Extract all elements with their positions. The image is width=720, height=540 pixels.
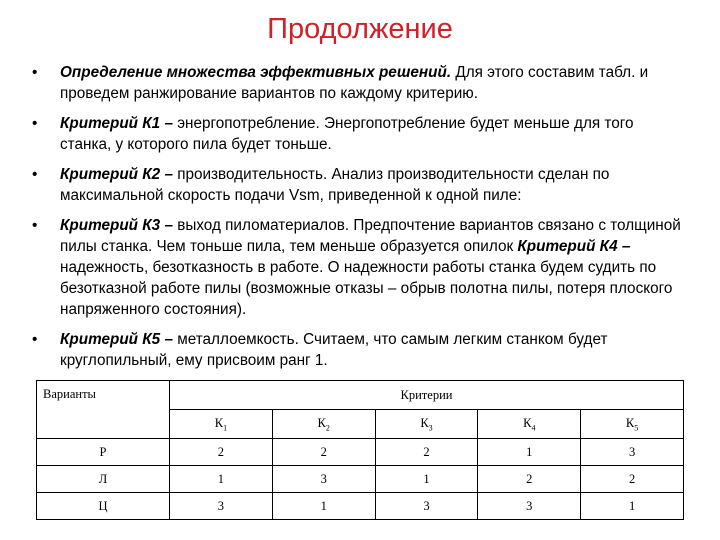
bullet-bold-text: Критерий К1 –	[60, 115, 173, 132]
rank-cell: 2	[170, 439, 273, 466]
rank-cell: 2	[272, 439, 375, 466]
criterion-index: 3	[428, 423, 433, 433]
variant-cell: Р	[37, 439, 170, 466]
bullet-bold-text: Критерий К2 –	[60, 166, 173, 183]
rank-cell: 1	[478, 439, 581, 466]
bullet-bold-text: Критерий К3 –	[60, 217, 173, 234]
criterion-index: 1	[223, 423, 228, 433]
variant-cell: Ц	[37, 493, 170, 520]
bullet-bold-text: Определение множества эффективных решений.	[60, 64, 452, 81]
criterion-index: 2	[325, 423, 330, 433]
variant-cell: Л	[37, 466, 170, 493]
slide-title: Продолжение	[267, 13, 453, 45]
table-header-row	[37, 381, 684, 410]
bullet-item-k1	[32, 113, 682, 155]
criterion-letter: К	[214, 415, 224, 430]
criterion-letter: К	[625, 415, 635, 430]
rank-cell: 2	[478, 466, 581, 493]
bullet-dot: •	[32, 64, 38, 81]
rank-cell: 3	[170, 493, 273, 520]
criterion-header	[478, 410, 581, 439]
bullet-text: металлоемкость. Считаем, что самым легким станком будет круглопильный, ему присвоим ранг 1.	[60, 331, 608, 369]
bullet-text: Для этого составим табл. и проведем ранжирование вариантов по каждому критерию.	[60, 64, 649, 102]
bullet-item-k3-k4	[32, 215, 682, 320]
criterion-index: 4	[531, 423, 536, 433]
bullet-text: надежность, безотказность в работе. О надежности работы станка будем судить по безотказной работе пилы (возможные отказы – обрыв полотна пилы, потеря плоского напряженного состояния).	[60, 259, 673, 318]
criterion-header	[581, 410, 684, 439]
bullet-dot: •	[32, 331, 38, 348]
variants-header: Варианты	[37, 381, 170, 439]
bullet-bold-text: Критерий К4 –	[517, 238, 631, 255]
bullet-item-k5	[32, 329, 682, 371]
rank-cell: 3	[375, 493, 478, 520]
bullet-item-k2	[32, 164, 682, 206]
table-row	[37, 466, 684, 493]
rank-cell: 1	[581, 493, 684, 520]
criteria-header: Критерии	[170, 381, 684, 410]
criterion-header	[170, 410, 273, 439]
criterion-index: 5	[634, 423, 639, 433]
table-row	[37, 439, 684, 466]
table-row	[37, 493, 684, 520]
criterion-letter: К	[420, 415, 429, 430]
criteria-table	[36, 380, 684, 520]
bullet-dot: •	[32, 217, 38, 234]
bullet-list	[32, 62, 682, 380]
rank-cell: 1	[375, 466, 478, 493]
rank-cell: 3	[272, 466, 375, 493]
bullet-bold-text: Критерий К5 –	[60, 331, 173, 348]
criterion-letter: К	[317, 415, 326, 430]
rank-cell: 3	[581, 439, 684, 466]
rank-cell: 3	[478, 493, 581, 520]
criterion-header	[272, 410, 375, 439]
bullet-text: энергопотребление. Энергопотребление будет меньше для того станка, у которого пила будет тоньше.	[60, 115, 634, 153]
rank-cell: 2	[375, 439, 478, 466]
criterion-letter: К	[523, 415, 532, 430]
bullet-text: производительность. Анализ производительности сделан по максимальной скорость подачи Vsm, приведенной к одной пиле:	[60, 166, 610, 204]
bullet-dot: •	[32, 166, 38, 183]
rank-cell: 2	[581, 466, 684, 493]
rank-cell: 1	[170, 466, 273, 493]
bullet-text: выход пиломатериалов. Предпочтение вариантов связано с толщиной пилы станка. Чем тоньше пила, тем меньше образуется опилок	[60, 217, 681, 255]
criterion-header	[375, 410, 478, 439]
rank-cell: 1	[272, 493, 375, 520]
bullet-item-efficient-set	[32, 62, 682, 104]
bullet-dot: •	[32, 115, 38, 132]
